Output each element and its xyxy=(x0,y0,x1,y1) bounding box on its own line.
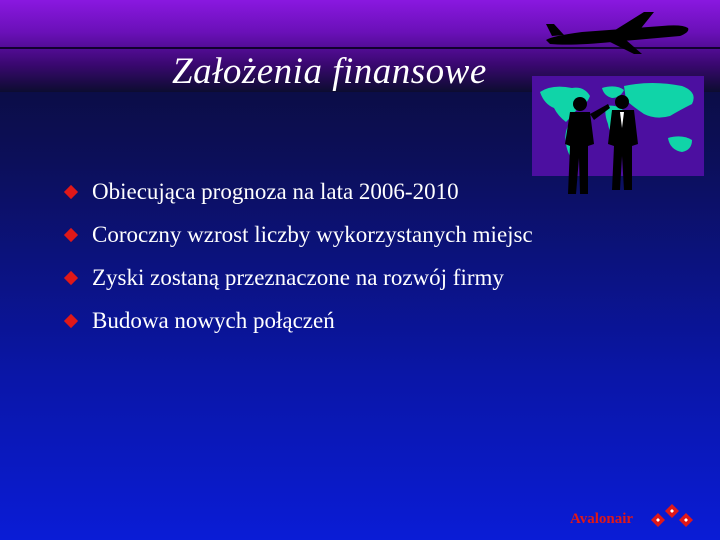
logo-diamonds-icon xyxy=(650,503,696,529)
list-item xyxy=(62,170,533,213)
bullet-text: Obiecująca prognoza na lata 2006-2010 xyxy=(92,178,459,204)
businessmen-silhouette-icon xyxy=(560,94,644,198)
bullet-diamond-icon xyxy=(64,313,78,327)
list-item xyxy=(62,213,533,256)
bullet-text: Zyski zostaną przeznaczone na rozwój firmy xyxy=(92,264,504,290)
bullet-diamond-icon xyxy=(64,270,78,284)
bullet-list xyxy=(62,170,533,342)
bullet-text: Coroczny wzrost liczby wykorzystanych miejsc xyxy=(92,221,533,247)
bullet-text: Budowa nowych połączeń xyxy=(92,307,335,333)
brand-name: Avalonair xyxy=(570,511,634,527)
list-item xyxy=(62,256,533,299)
bullet-diamond-icon xyxy=(64,184,78,198)
list-item xyxy=(62,299,533,342)
airplane-icon xyxy=(542,10,692,56)
bullet-diamond-icon xyxy=(64,227,78,241)
slide-title: Założenia finansowe xyxy=(172,51,487,92)
